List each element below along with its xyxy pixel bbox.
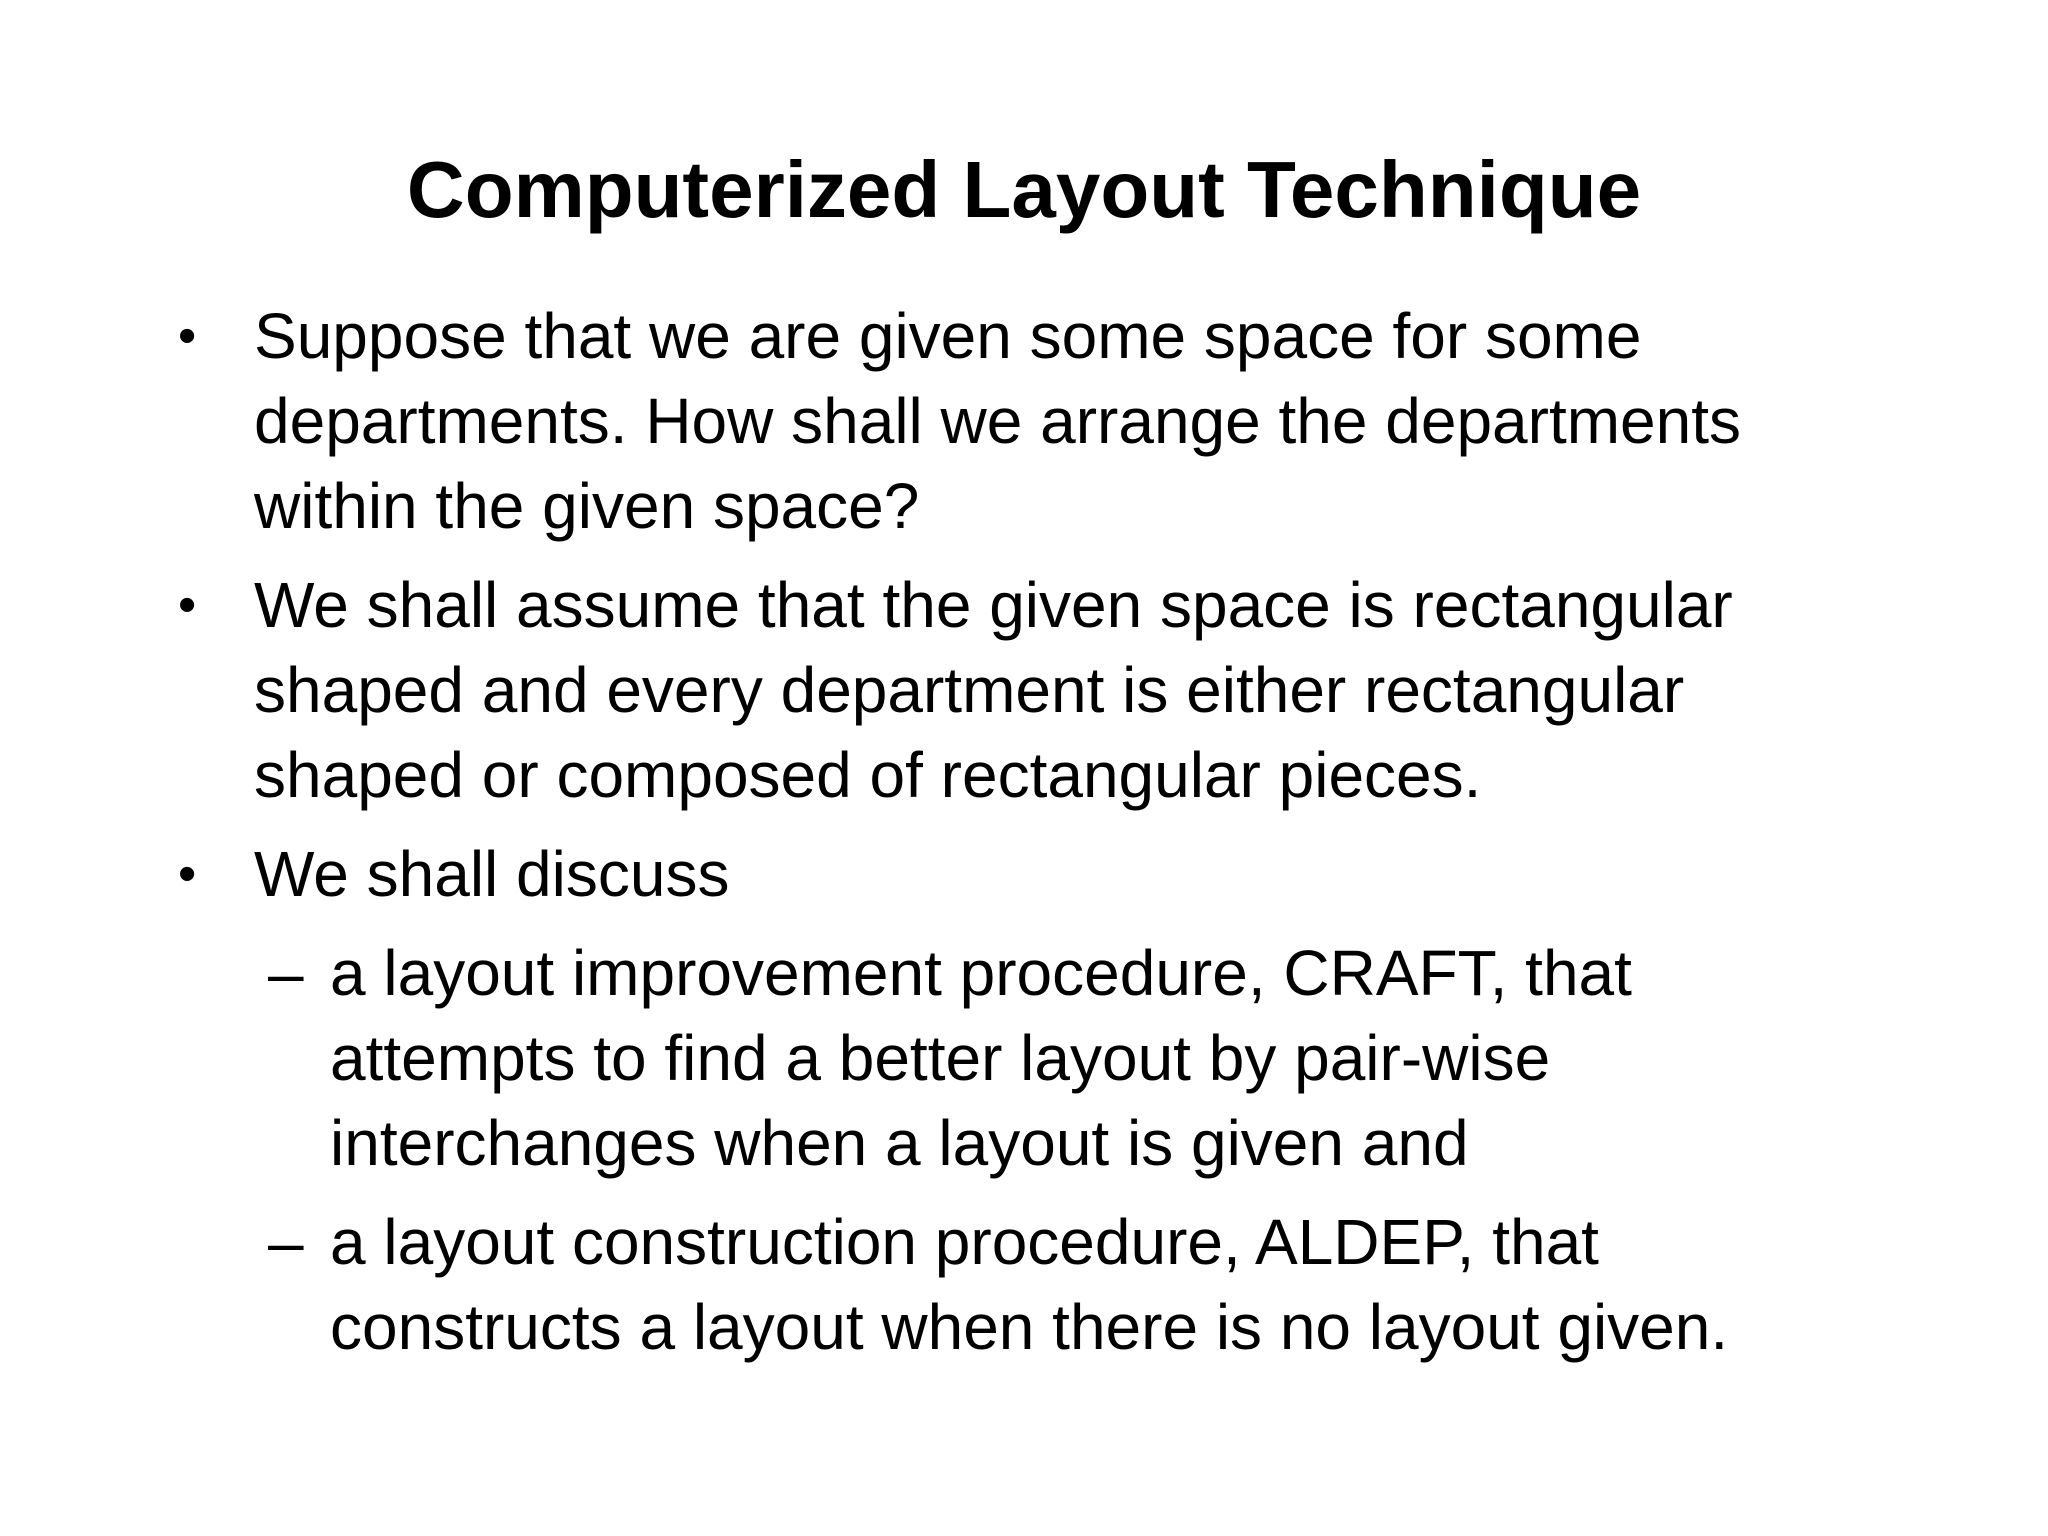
bullet-text-line: shaped and every department is either rectangular <box>254 654 1685 726</box>
sub-bullet-text-line: attempts to find a better layout by pair-wise <box>330 1022 1551 1094</box>
dash-marker: – <box>268 1206 304 1278</box>
bullet-text-line: We shall assume that the given space is rectangular <box>254 569 1733 641</box>
sub-bullet-text-line: constructs a layout when there is no layout given. <box>330 1291 1729 1363</box>
bullet-text-line: We shall discuss <box>254 838 730 910</box>
dash-marker: – <box>268 937 304 1009</box>
sub-bullet-item <box>268 1200 1878 1370</box>
bullet-marker: • <box>178 845 197 903</box>
sub-bullet-item <box>268 931 1878 1186</box>
sub-bullet-text-line: interchanges when a layout is given and <box>330 1107 1469 1179</box>
bullet-text-line: shaped or composed of rectangular pieces. <box>254 739 1482 811</box>
bullet-marker: • <box>178 576 197 634</box>
bullet-text-line: departments. How shall we arrange the departments <box>254 385 1741 457</box>
bullet-item <box>178 563 1878 818</box>
bullet-marker: • <box>178 307 197 365</box>
sub-bullet-list <box>268 931 1878 1370</box>
slide-title: Computerized Layout Technique <box>406 145 1642 234</box>
bullet-item <box>178 832 1878 917</box>
sub-bullet-text-line: a layout construction procedure, ALDEP, that <box>330 1206 1599 1278</box>
bullet-list <box>178 294 1878 1384</box>
sub-bullet-text-line: a layout improvement procedure, CRAFT, that <box>330 937 1632 1009</box>
bullet-text-line: within the given space? <box>254 470 920 542</box>
bullet-text-line: Suppose that we are given some space for some <box>254 300 1642 372</box>
bullet-item <box>178 294 1878 549</box>
